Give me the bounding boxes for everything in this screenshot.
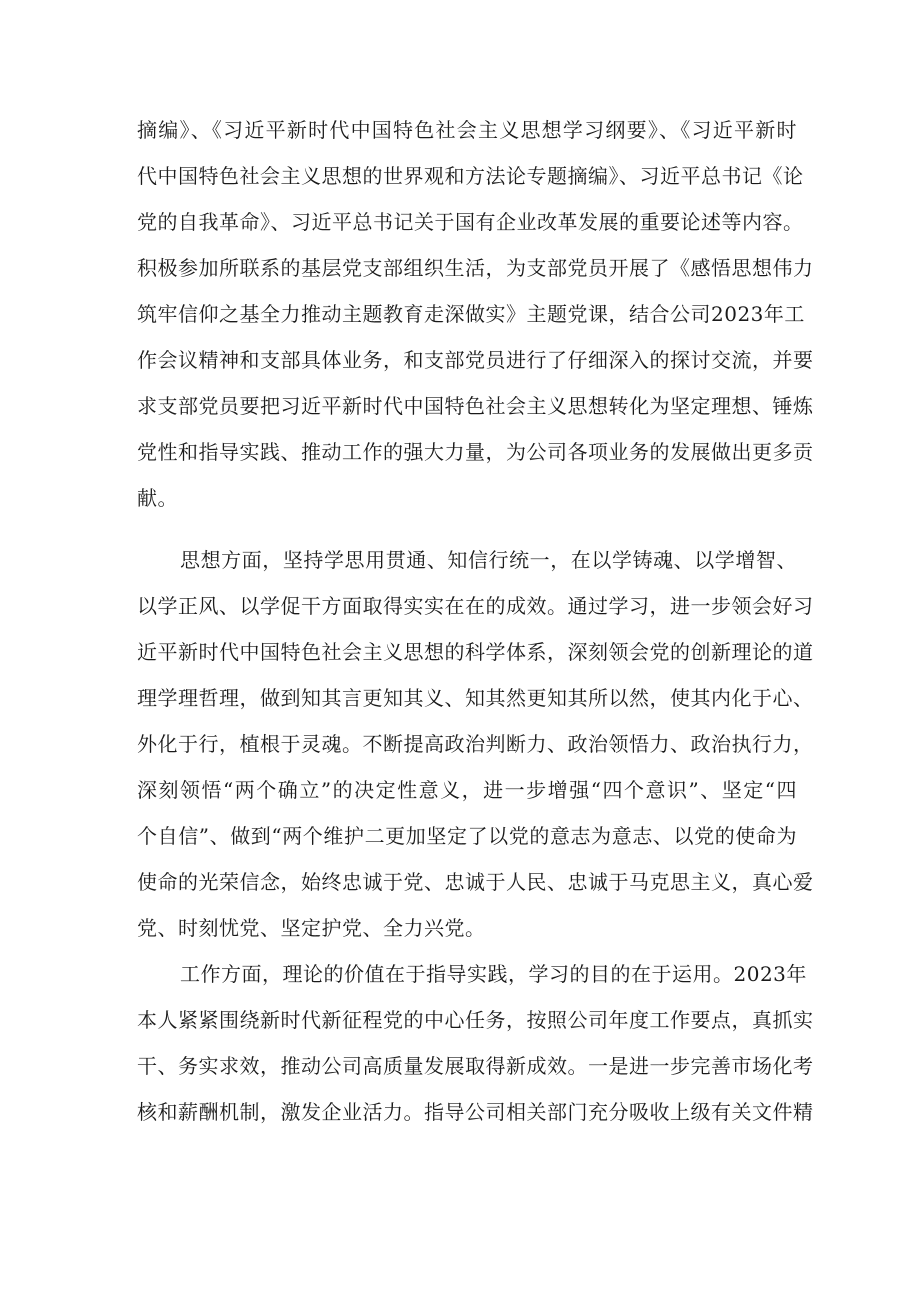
paragraph-2-line-3: 近平新时代中国特色社会主义思想的科学体系，深刻领会党的创新理论的道 [137,640,814,664]
paragraph-2-line-9: 党、时刻忧党、坚定护党、全力兴党。 [137,916,486,940]
paragraph-1-line-5: 筑牢信仰之基全力推动主题教育走深做实》主题党课，结合公司2023年工 [137,302,805,326]
paragraph-2-line-4: 理学理哲理，做到知其言更知其义、知其然更知其所以然，使其内化于心、 [137,686,814,710]
paragraph-3-line-4: 核和薪酬机制，激发企业活力。指导公司相关部门充分吸收上级有关文件精 [137,1100,814,1124]
paragraph-1-line-2: 代中国特色社会主义思想的世界观和方法论专题摘编》、习近平总书记《论 [137,164,804,188]
paragraph-1-line-3: 党的自我革命》、习近平总书记关于国有企业改革发展的重要论述等内容。 [137,210,804,234]
paragraph-2-line-1: 思想方面，坚持学思用贯通、知信行统一，在以学铸魂、以学增智、 [180,548,797,572]
paragraph-2-line-7: 个自信”、做到“两个维护二更加坚定了以党的意志为意志、以党的使命为 [137,824,797,848]
paragraph-2-line-8: 使命的光荣信念，始终忠诚于党、忠诚于人民、忠诚于马克思主义，真心爱 [137,870,814,894]
paragraph-1-line-4: 积极参加所联系的基层党支部组织生活，为支部党员开展了《感悟思想伟力 [137,256,814,280]
paragraph-2-line-5: 外化于行，植根于灵魂。不断提高政治判断力、政治领悟力、政治执行力， [137,732,814,756]
paragraph-3-line-2: 本人紧紧围绕新时代新征程党的中心任务，按照公司年度工作要点，真抓实 [137,1008,814,1032]
paragraph-1-line-1: 摘编》、《习近平新时代中国特色社会主义思想学习纲要》、《习近平新时 [137,118,797,142]
paragraph-1-line-7: 求支部党员要把习近平新时代中国特色社会主义思想转化为坚定理想、锤炼 [137,394,814,418]
paragraph-3-line-1: 工作方面，理论的价值在于指导实践，学习的目的在于运用。2023年 [180,962,807,986]
paragraph-1-line-8: 党性和指导实践、推动工作的强大力量，为公司各项业务的发展做出更多贡 [137,440,814,464]
paragraph-1-line-9: 献。 [137,486,178,510]
paragraph-1-line-6: 作会议精神和支部具体业务，和支部党员进行了仔细深入的探讨交流，并要 [137,348,814,372]
paragraph-3-line-3: 干、务实求效，推动公司高质量发展取得新成效。一是进一步完善市场化考 [137,1054,814,1078]
paragraph-2-line-2: 以学正风、以学促干方面取得实实在在的成效。通过学习，进一步领会好习 [137,594,814,618]
paragraph-2-line-6: 深刻领悟“两个确立”的决定性意义，进一步增强“四个意识”、坚定“四 [137,778,797,802]
